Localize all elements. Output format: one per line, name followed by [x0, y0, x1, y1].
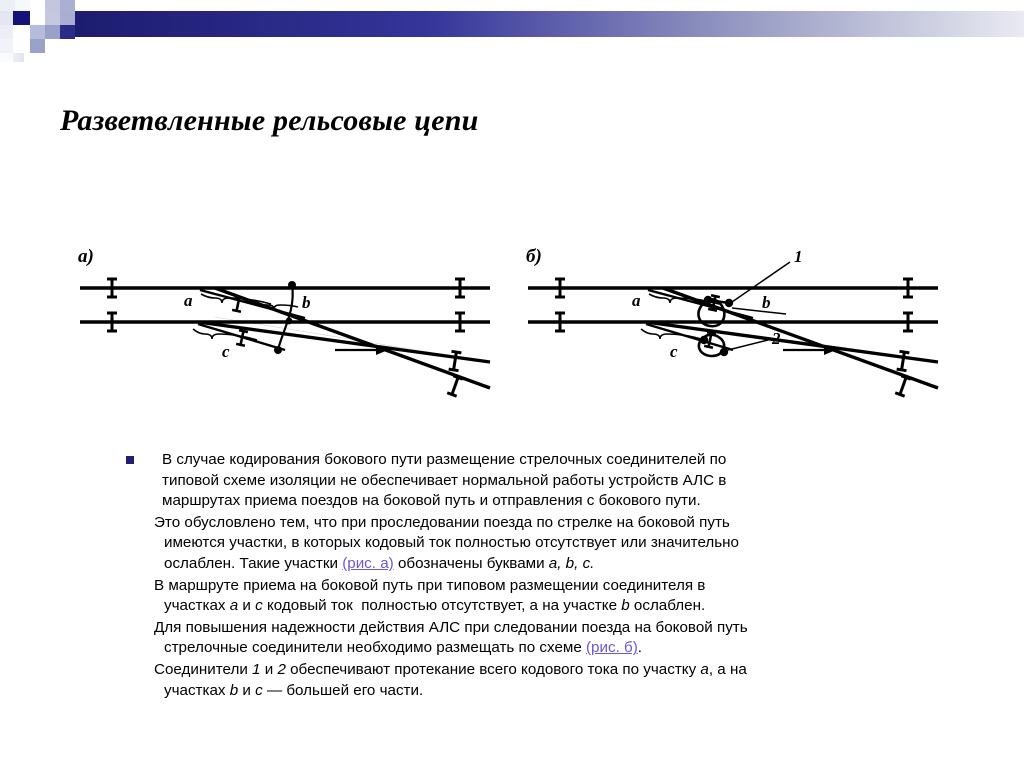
- railway-track-circuit-diagram: [70, 240, 970, 405]
- panel-a-diverge-outer: [215, 288, 490, 388]
- section-letter-a2: a: [700, 660, 709, 678]
- diagram-panel-b: [526, 246, 938, 396]
- panel-a-insulated-joints: [107, 279, 465, 396]
- panel-a-connector-node-mid: [286, 318, 293, 325]
- paragraph-3-line-2: участках a и c кодовый ток полностью отсутствует, а на участке b ослаблен.: [164, 597, 706, 615]
- section-letter-a: a: [229, 597, 239, 615]
- panel-b-insulated-joints: [555, 279, 913, 396]
- panel-a-caption: а): [78, 246, 94, 267]
- bullet-square-icon: [126, 456, 134, 464]
- section-letter-c2: c: [255, 681, 263, 699]
- paragraph-2: [126, 513, 926, 575]
- panel-a-label-c: c: [222, 342, 230, 361]
- connector-number-1: 1: [252, 660, 261, 678]
- paragraph-1-line-3: маршрутах приема поездов на боковой путь и отправления с бокового пути.: [162, 492, 701, 510]
- section-letter-c: c: [255, 597, 263, 615]
- paragraph-3-line-1: В маршруте приема на боковой путь при типовом размещении соединителя в: [154, 576, 706, 594]
- page-title: Разветвленные рельсовые цепи: [60, 104, 479, 137]
- panel-b-label-2: 2: [772, 329, 781, 348]
- slide-body-text: [126, 450, 926, 701]
- header-band: [60, 11, 1024, 37]
- paragraph-1-line-2: типовой схеме изоляции не обеспечивает нормальной работы устройств АЛС в: [162, 471, 727, 489]
- paragraph-2-line-3-mid: обозначены буквами: [393, 554, 549, 572]
- paragraph-1-line-1: В случае кодирования бокового пути размещение стрелочных соединителей по: [162, 451, 727, 468]
- paragraph-4-line-2-prefix: стрелочные соединители необходимо размещать по схеме: [164, 639, 586, 657]
- panel-a-label-b: b: [302, 293, 311, 312]
- paragraph-5-line-1: Соединители 1 и 2 обеспечивают протекание всего кодового тока по участку a, а на: [154, 660, 747, 678]
- panel-b-diverge-inner: [646, 322, 938, 362]
- paragraph-2-line-3: [154, 554, 926, 575]
- section-letter-b2: b: [229, 681, 239, 699]
- panel-b-label-b: b: [762, 293, 771, 312]
- header-decoration: [0, 0, 1024, 62]
- link-figure-a[interactable]: (рис. а): [342, 554, 394, 572]
- diagram-panel-a: [78, 246, 490, 396]
- header-checker-squares: [0, 0, 75, 62]
- panel-b-connector-2-node-b: [720, 348, 728, 356]
- paragraph-5: [126, 660, 926, 701]
- panel-b-leader-1b: [732, 308, 786, 314]
- panel-b-point-blade-upper: [648, 290, 753, 318]
- link-figure-b[interactable]: (рис. б): [586, 639, 638, 657]
- panel-b-label-c: c: [670, 342, 678, 361]
- paragraph-4-line-2-suffix: .: [637, 639, 643, 657]
- panel-b-leader-1: [732, 262, 790, 302]
- section-letter-b: b: [621, 597, 630, 615]
- paragraph-2-line-1: Это обусловлено тем, что при проследовании поезда по стрелке на боковой путь: [154, 513, 730, 531]
- panel-a-switch-connector: [278, 285, 293, 350]
- panel-b-label-1: 1: [794, 247, 803, 266]
- panel-b-label-a: a: [632, 291, 641, 310]
- paragraph-4-line-1: Для повышения надежности действия АЛС при следовании поезда на боковой путь: [154, 618, 748, 636]
- paragraph-2-line-2: имеются участки, в которых кодовый ток полностью отсутствует или значительно: [164, 534, 740, 552]
- connector-number-2: 2: [277, 660, 286, 678]
- panel-a-connector-node-bottom: [274, 346, 282, 354]
- panel-b-leader-2: [728, 340, 768, 350]
- panel-b-caption: б): [526, 246, 542, 267]
- panel-a-connector-node-top: [288, 281, 296, 289]
- diagram-svg: [70, 240, 970, 405]
- paragraph-2-line-3-prefix: ослаблен. Такие участки: [164, 554, 343, 572]
- paragraph-4-line-2: [154, 638, 926, 659]
- paragraph-3: [126, 576, 926, 617]
- header-decoration-svg: [0, 0, 1024, 62]
- paragraph-5-line-2: участках b и c — большей его части.: [164, 681, 424, 699]
- paragraph-2-line-3-letters: a, b, c.: [548, 554, 595, 572]
- paragraph-1: [126, 450, 926, 512]
- paragraph-4: [126, 618, 926, 659]
- panel-a-label-a: a: [184, 291, 193, 310]
